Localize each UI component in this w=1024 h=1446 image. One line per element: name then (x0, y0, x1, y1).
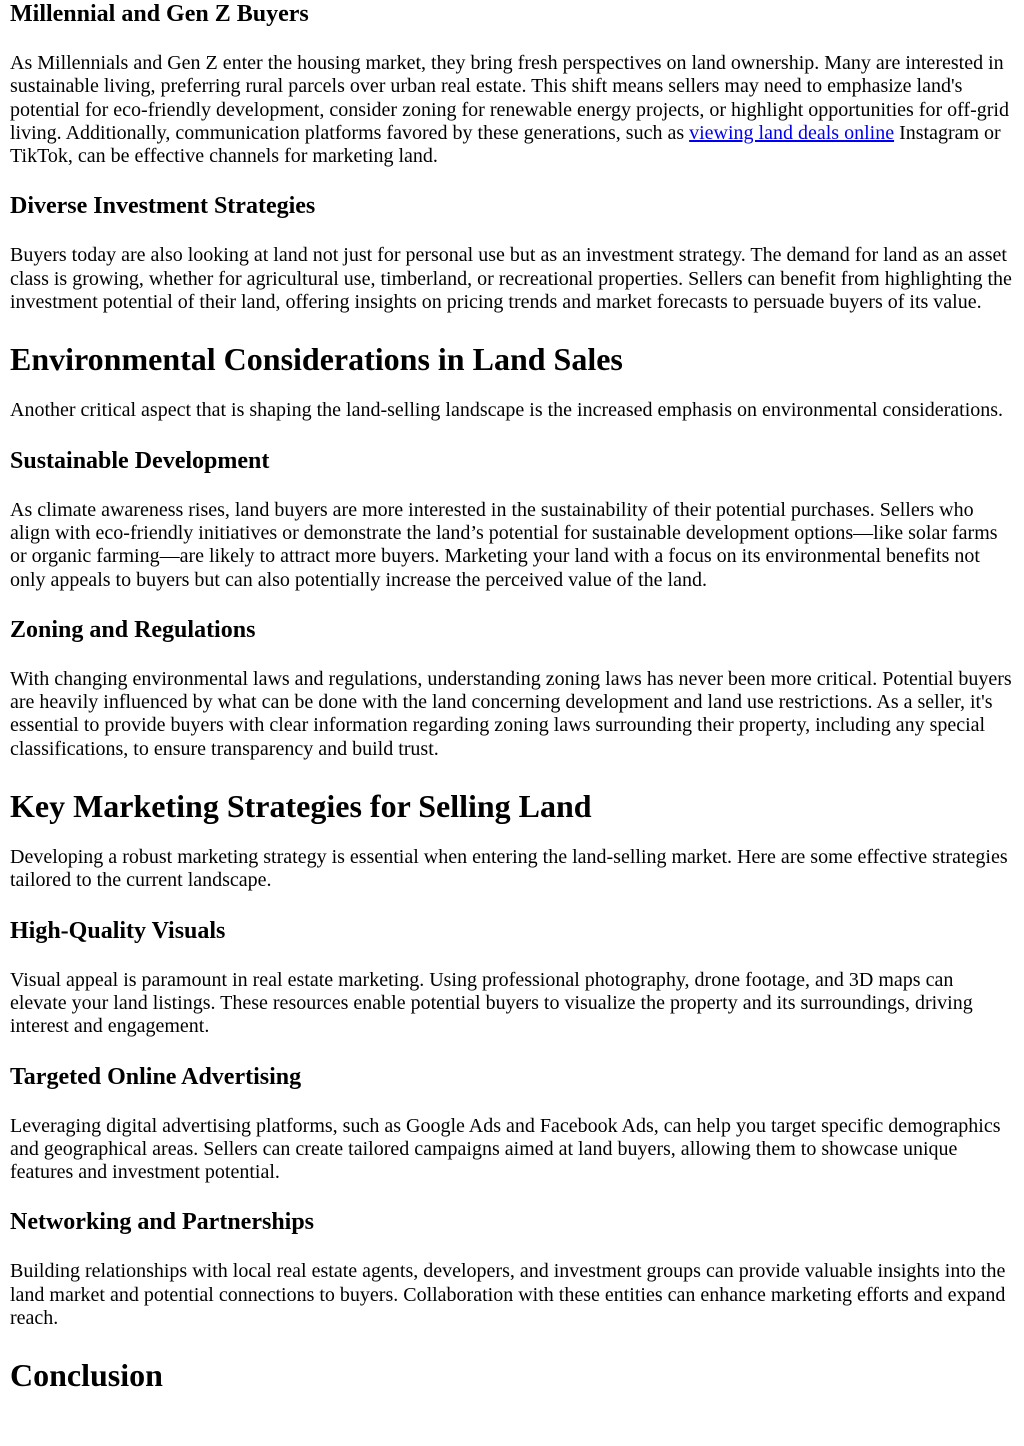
heading-sustainable-development: Sustainable Development (10, 447, 270, 474)
heading-high-quality-visuals: High-Quality Visuals (10, 917, 226, 944)
heading-environmental-considerations: Environmental Considerations in Land Sales (10, 341, 623, 378)
paragraph-sustainable-development: As climate awareness rises, land buyers are more interested in the sustainability of their potential purchases. Sellers who align with eco-friendly initiatives or demonstrate the land’s potential for sustainable development options—like solar farms or organic farming—are likely to attract more buyers. Marketing your land with a focus on its environmental benefits not only appeals to buyers but can also potentially increase the perceived value of the land. (10, 498, 998, 591)
paragraph-diverse-investment-strategies: Buyers today are also looking at land not just for personal use but as an investment strategy. The demand for land as an asset class is growing, whether for agricultural use, timberland, or recreational properties. Sellers can benefit from highlighting the investment potential of their land, offering insights on pricing trends and market forecasts to persuade buyers of its value. (10, 244, 1012, 314)
paragraph-text: Instagram or TikTok, can be effective channels for marketing land. (10, 121, 1001, 168)
paragraph-high-quality-visuals: Visual appeal is paramount in real estate marketing. Using professional photography, drone footage, and 3D maps can elevate your land listings. These resources enable potential buyers to visualize the property and its surroundings, driving interest and engagement. (10, 968, 973, 1038)
paragraph-text: As Millennials and Gen Z enter the housing market, they bring fresh perspectives on land ownership. Many are interested in sustainable living, preferring rural parcels over urban real estate. This shift means sellers may need to emphasize land's potential for eco-friendly development, consider zoning for renewable energy projects, or highlight opportunities for off-grid living. Additionally, communication platforms favored by these generations, such as (10, 52, 1009, 144)
paragraph-networking-and-partnerships: Building relationships with local real estate agents, developers, and investment groups can provide valuable insights into the land market and potential connections to buyers. Collaboration with these entities can enhance marketing efforts and expand reach. (10, 1260, 1006, 1330)
paragraph-key-marketing-strategies: Developing a robust marketing strategy is essential when entering the land-selling market. Here are some effective strategies tailored to the current landscape. (10, 846, 1008, 892)
heading-key-marketing-strategies: Key Marketing Strategies for Selling Land (10, 788, 592, 825)
paragraph-targeted-online-advertising: Leveraging digital advertising platforms, such as Google Ads and Facebook Ads, can help you target specific demographics and geographical areas. Sellers can create tailored campaigns aimed at land buyers, allowing them to showcase unique features and investment potential. (10, 1114, 1001, 1184)
heading-targeted-online-advertising: Targeted Online Advertising (10, 1063, 302, 1090)
paragraph-millennial-genz-buyers (10, 52, 1014, 168)
paragraph-zoning-and-regulations: With changing environmental laws and regulations, understanding zoning laws has never been more critical. Potential buyers are heavily influenced by what can be done with the land concerning development and land use restrictions. As a seller, it's essential to provide buyers with clear information regarding zoning laws surrounding their property, including any special classifications, to ensure transparency and build trust. (10, 667, 1012, 760)
heading-diverse-investment-strategies: Diverse Investment Strategies (10, 193, 316, 220)
heading-networking-and-partnerships: Networking and Partnerships (10, 1209, 315, 1236)
heading-zoning-and-regulations: Zoning and Regulations (10, 616, 256, 643)
heading-millennial-genz-buyers: Millennial and Gen Z Buyers (10, 1, 309, 27)
paragraph-environmental-considerations: Another critical aspect that is shaping the land-selling landscape is the increased emphasis on environmental considerations. (10, 399, 1004, 422)
viewing-land-deals-link[interactable]: viewing land deals online (689, 121, 895, 144)
heading-conclusion: Conclusion (10, 1357, 163, 1394)
